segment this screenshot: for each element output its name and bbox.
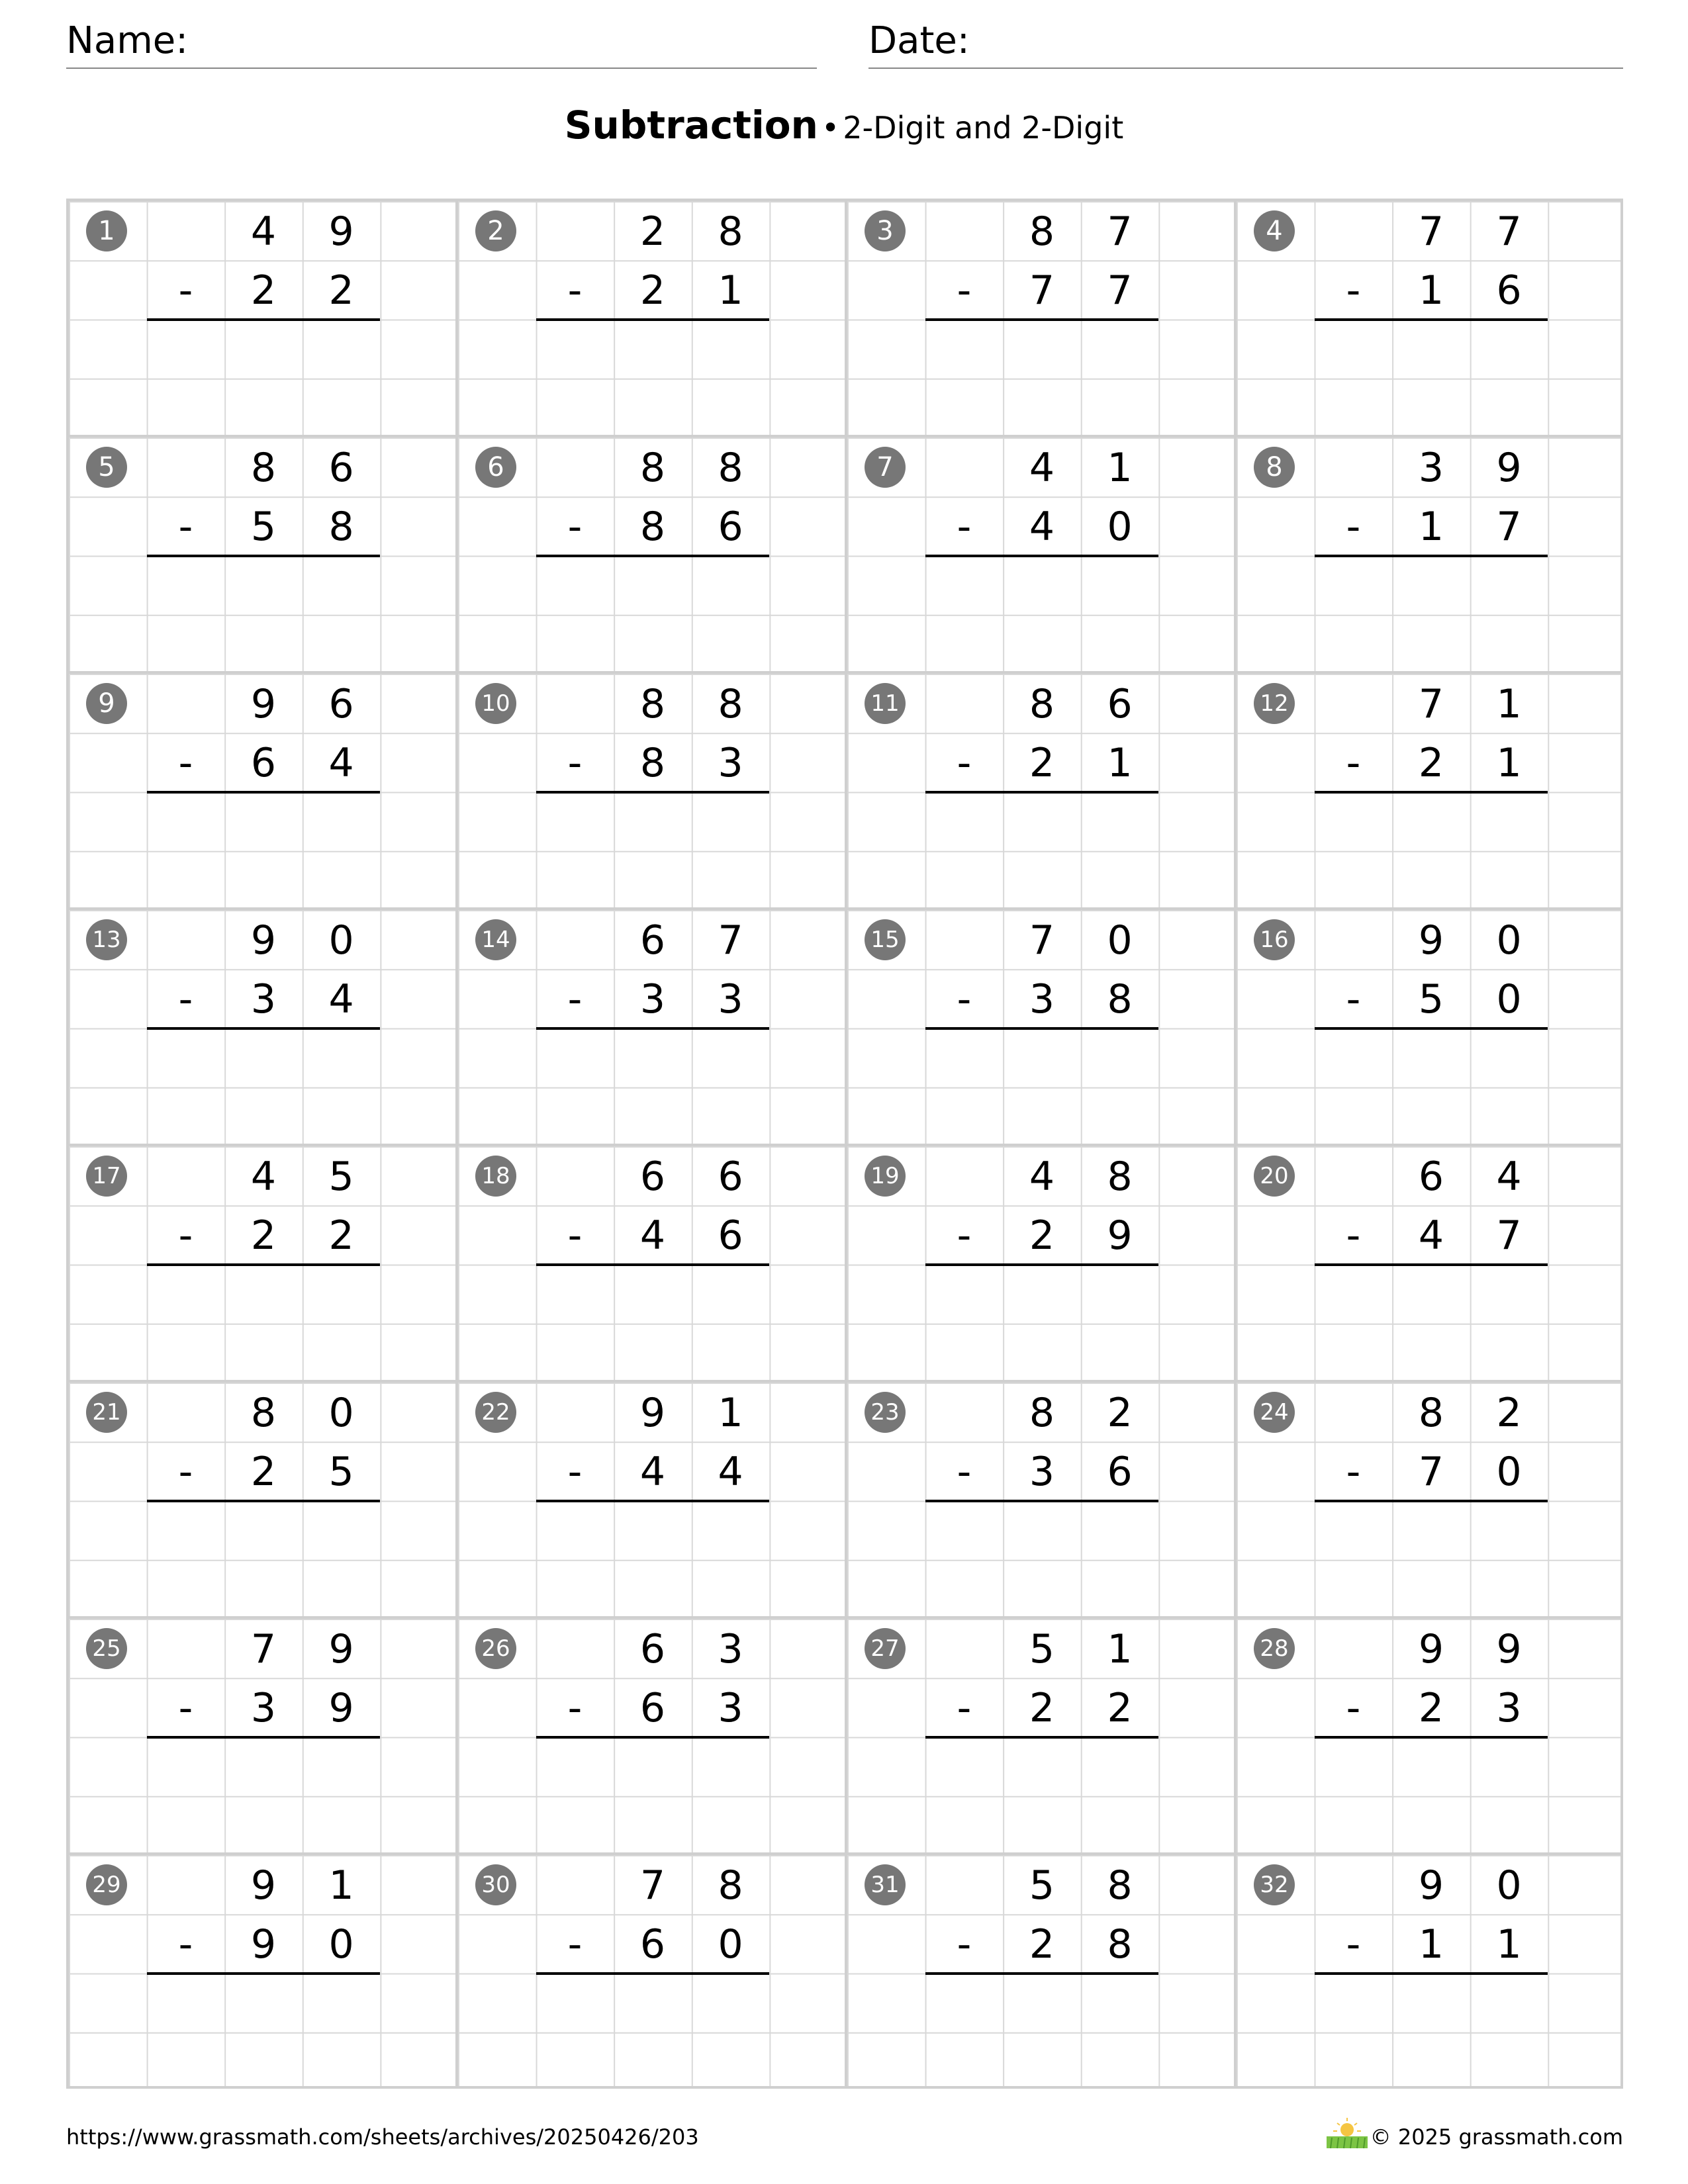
answer-line <box>536 1972 770 1975</box>
problem-number-badge: 29 <box>86 1864 127 1905</box>
subtrahend-ones-digit: 2 <box>328 267 354 314</box>
minuend-ones-digit: 1 <box>1107 1626 1133 1672</box>
answer-line <box>147 1027 381 1030</box>
minuend-tens-digit: 6 <box>1418 1154 1444 1200</box>
subtrahend-ones-digit: 0 <box>1496 1449 1522 1496</box>
problem-23 <box>847 1383 1237 1619</box>
minuend-ones-digit: 6 <box>718 1154 743 1200</box>
subtrahend-tens-digit: 4 <box>639 1212 666 1259</box>
subtrahend-ones-digit: 7 <box>1496 1212 1522 1259</box>
subtrahend-ones-digit: 3 <box>718 976 743 1023</box>
answer-line <box>1315 318 1548 321</box>
problem-31 <box>847 1855 1237 2091</box>
minuend-tens-digit: 7 <box>250 1626 277 1672</box>
problem-number-badge: 11 <box>865 683 906 724</box>
minuend-tens-digit: 8 <box>1029 208 1055 255</box>
problem-number-badge: 7 <box>865 447 906 488</box>
subtrahend-tens-digit: 6 <box>639 1921 666 1968</box>
answer-line <box>536 555 770 557</box>
problem-number-badge: 3 <box>865 210 906 251</box>
problem-number-badge: 31 <box>865 1864 906 1905</box>
answer-line <box>1315 1736 1548 1739</box>
answer-line <box>1315 791 1548 794</box>
subtrahend-ones-digit: 7 <box>1107 267 1133 314</box>
subtrahend-tens-digit: 2 <box>250 1212 277 1259</box>
answer-line <box>536 1736 770 1739</box>
problem-9 <box>69 674 458 910</box>
problem-18 <box>458 1146 847 1383</box>
minuend-ones-digit: 7 <box>1496 208 1522 255</box>
minuend-ones-digit: 1 <box>1107 445 1133 491</box>
problem-22 <box>458 1383 847 1619</box>
minus-sign: - <box>178 1921 193 1968</box>
minus-sign: - <box>1346 1449 1361 1496</box>
subtrahend-tens-digit: 3 <box>639 976 666 1023</box>
problem-number-badge: 17 <box>86 1156 127 1197</box>
subtrahend-ones-digit: 0 <box>1496 976 1522 1023</box>
answer-line <box>925 791 1159 794</box>
answer-line <box>1315 1972 1548 1975</box>
answer-line <box>925 1500 1159 1502</box>
problem-number-badge: 20 <box>1254 1156 1295 1197</box>
answer-line <box>147 1500 381 1502</box>
answer-line <box>925 1027 1159 1030</box>
problem-14 <box>458 910 847 1146</box>
minuend-ones-digit: 9 <box>1496 445 1522 491</box>
minuend-ones-digit: 5 <box>328 1154 354 1200</box>
minuend-tens-digit: 6 <box>639 1154 666 1200</box>
minuend-ones-digit: 9 <box>328 1626 354 1672</box>
minuend-tens-digit: 9 <box>250 917 277 964</box>
answer-line <box>147 791 381 794</box>
subtrahend-ones-digit: 1 <box>1107 740 1133 787</box>
minuend-tens-digit: 2 <box>639 208 666 255</box>
subtrahend-tens-digit: 2 <box>1418 740 1444 787</box>
problem-30 <box>458 1855 847 2091</box>
minuend-tens-digit: 8 <box>639 445 666 491</box>
subtrahend-tens-digit: 2 <box>1029 1212 1055 1259</box>
name-label: Name: <box>66 19 189 62</box>
problem-number-badge: 9 <box>86 683 127 724</box>
date-label: Date: <box>868 19 970 62</box>
problem-21 <box>69 1383 458 1619</box>
subtrahend-ones-digit: 7 <box>1496 504 1522 551</box>
minuend-tens-digit: 9 <box>1418 1862 1444 1909</box>
problem-19 <box>847 1146 1237 1383</box>
title-sub: 2-Digit and 2-Digit <box>843 110 1124 146</box>
minus-sign: - <box>178 504 193 551</box>
minuend-tens-digit: 3 <box>1418 445 1444 491</box>
minus-sign: - <box>957 740 972 787</box>
minuend-ones-digit: 9 <box>1496 1626 1522 1672</box>
minuend-tens-digit: 7 <box>1029 917 1055 964</box>
minuend-tens-digit: 7 <box>1418 681 1444 727</box>
minus-sign: - <box>957 267 972 314</box>
answer-line <box>147 1972 381 1975</box>
problem-25 <box>69 1619 458 1855</box>
minuend-tens-digit: 8 <box>639 681 666 727</box>
name-field <box>66 20 817 69</box>
problem-number-badge: 26 <box>475 1628 516 1669</box>
problem-number-badge: 6 <box>475 447 516 488</box>
minuend-ones-digit: 0 <box>328 917 354 964</box>
subtrahend-tens-digit: 2 <box>1029 1685 1055 1732</box>
minuend-tens-digit: 9 <box>639 1390 666 1436</box>
footer-copyright: © 2025 grassmath.com <box>1370 2124 1623 2150</box>
problem-number-badge: 24 <box>1254 1392 1295 1433</box>
problem-number-badge: 19 <box>865 1156 906 1197</box>
minuend-ones-digit: 0 <box>1107 917 1133 964</box>
problem-1 <box>69 201 458 437</box>
problem-15 <box>847 910 1237 1146</box>
answer-line <box>1315 555 1548 557</box>
problem-20 <box>1237 1146 1626 1383</box>
minuend-ones-digit: 2 <box>1107 1390 1133 1436</box>
problem-29 <box>69 1855 458 2091</box>
problem-number-badge: 10 <box>475 683 516 724</box>
answer-line <box>536 1500 770 1502</box>
subtrahend-tens-digit: 4 <box>1029 504 1055 551</box>
subtrahend-ones-digit: 9 <box>1107 1212 1133 1259</box>
minus-sign: - <box>1346 740 1361 787</box>
minuend-ones-digit: 2 <box>1496 1390 1522 1436</box>
answer-line <box>147 1736 381 1739</box>
answer-line <box>925 318 1159 321</box>
problem-number-badge: 8 <box>1254 447 1295 488</box>
problem-number-badge: 2 <box>475 210 516 251</box>
subtrahend-tens-digit: 1 <box>1418 267 1444 314</box>
minuend-ones-digit: 4 <box>1496 1154 1522 1200</box>
problem-number-badge: 22 <box>475 1392 516 1433</box>
footer-url: https://www.grassmath.com/sheets/archives/20250426/203 <box>66 2124 699 2150</box>
minuend-tens-digit: 8 <box>1029 681 1055 727</box>
answer-line <box>925 555 1159 557</box>
title-separator: • <box>821 110 840 146</box>
problem-6 <box>458 437 847 674</box>
subtrahend-tens-digit: 4 <box>1418 1212 1444 1259</box>
problem-13 <box>69 910 458 1146</box>
subtrahend-ones-digit: 4 <box>328 976 354 1023</box>
minuend-tens-digit: 9 <box>1418 917 1444 964</box>
minuend-tens-digit: 4 <box>1029 1154 1055 1200</box>
name-line <box>66 68 817 69</box>
subtrahend-ones-digit: 1 <box>718 267 743 314</box>
minuend-tens-digit: 8 <box>1029 1390 1055 1436</box>
title-main: Subtraction <box>564 103 818 148</box>
subtrahend-ones-digit: 9 <box>328 1685 354 1732</box>
problem-28 <box>1237 1619 1626 1855</box>
answer-line <box>1315 1027 1548 1030</box>
problem-12 <box>1237 674 1626 910</box>
problem-32 <box>1237 1855 1626 2091</box>
subtrahend-tens-digit: 2 <box>1029 1921 1055 1968</box>
answer-line <box>536 318 770 321</box>
minuend-ones-digit: 8 <box>718 681 743 727</box>
minuend-tens-digit: 8 <box>250 445 277 491</box>
minuend-tens-digit: 6 <box>639 1626 666 1672</box>
subtrahend-ones-digit: 8 <box>328 504 354 551</box>
grass-sun-logo-icon <box>1324 2115 1370 2150</box>
problem-3 <box>847 201 1237 437</box>
minus-sign: - <box>567 740 583 787</box>
date-line <box>868 68 1623 69</box>
problem-24 <box>1237 1383 1626 1619</box>
minuend-tens-digit: 9 <box>250 681 277 727</box>
minus-sign: - <box>178 1449 193 1496</box>
subtrahend-tens-digit: 3 <box>250 976 277 1023</box>
subtrahend-tens-digit: 3 <box>250 1685 277 1732</box>
minuend-ones-digit: 7 <box>718 917 743 964</box>
minus-sign: - <box>1346 976 1361 1023</box>
problem-number-badge: 23 <box>865 1392 906 1433</box>
subtrahend-ones-digit: 1 <box>1496 740 1522 787</box>
problem-16 <box>1237 910 1626 1146</box>
problem-5 <box>69 437 458 674</box>
subtrahend-tens-digit: 9 <box>250 1921 277 1968</box>
subtrahend-ones-digit: 6 <box>718 1212 743 1259</box>
minuend-ones-digit: 0 <box>1496 917 1522 964</box>
problem-number-badge: 13 <box>86 919 127 960</box>
minuend-ones-digit: 8 <box>718 1862 743 1909</box>
minuend-ones-digit: 8 <box>1107 1154 1133 1200</box>
minus-sign: - <box>1346 1921 1361 1968</box>
minus-sign: - <box>567 1212 583 1259</box>
problem-number-badge: 28 <box>1254 1628 1295 1669</box>
answer-line <box>147 318 381 321</box>
minus-sign: - <box>567 1449 583 1496</box>
subtrahend-ones-digit: 0 <box>328 1921 354 1968</box>
answer-line <box>925 1263 1159 1266</box>
subtrahend-ones-digit: 8 <box>1107 1921 1133 1968</box>
subtrahend-ones-digit: 1 <box>1496 1921 1522 1968</box>
subtrahend-tens-digit: 7 <box>1418 1449 1444 1496</box>
subtrahend-ones-digit: 3 <box>718 740 743 787</box>
subtrahend-ones-digit: 0 <box>718 1921 743 1968</box>
minus-sign: - <box>957 1921 972 1968</box>
subtrahend-tens-digit: 2 <box>639 267 666 314</box>
minuend-ones-digit: 6 <box>328 445 354 491</box>
subtrahend-tens-digit: 2 <box>250 267 277 314</box>
subtrahend-tens-digit: 1 <box>1418 504 1444 551</box>
minus-sign: - <box>957 1449 972 1496</box>
problem-10 <box>458 674 847 910</box>
minuend-ones-digit: 1 <box>718 1390 743 1436</box>
minuend-ones-digit: 1 <box>328 1862 354 1909</box>
minus-sign: - <box>178 267 193 314</box>
answer-line <box>536 1027 770 1030</box>
problem-number-badge: 32 <box>1254 1864 1295 1905</box>
minuend-ones-digit: 1 <box>1496 681 1522 727</box>
subtrahend-tens-digit: 7 <box>1029 267 1055 314</box>
subtrahend-tens-digit: 3 <box>1029 1449 1055 1496</box>
subtrahend-tens-digit: 8 <box>639 504 666 551</box>
subtrahend-tens-digit: 2 <box>250 1449 277 1496</box>
problem-number-badge: 5 <box>86 447 127 488</box>
minus-sign: - <box>567 267 583 314</box>
subtrahend-ones-digit: 6 <box>718 504 743 551</box>
problem-4 <box>1237 201 1626 437</box>
problem-number-badge: 12 <box>1254 683 1295 724</box>
problem-number-badge: 4 <box>1254 210 1295 251</box>
subtrahend-ones-digit: 2 <box>328 1212 354 1259</box>
subtrahend-tens-digit: 1 <box>1418 1921 1444 1968</box>
problem-number-badge: 15 <box>865 919 906 960</box>
minuend-tens-digit: 5 <box>1029 1626 1055 1672</box>
subtrahend-ones-digit: 6 <box>1107 1449 1133 1496</box>
minuend-tens-digit: 5 <box>1029 1862 1055 1909</box>
subtrahend-ones-digit: 4 <box>328 740 354 787</box>
subtrahend-ones-digit: 4 <box>718 1449 743 1496</box>
problem-number-badge: 27 <box>865 1628 906 1669</box>
subtrahend-ones-digit: 3 <box>718 1685 743 1732</box>
problem-number-badge: 21 <box>86 1392 127 1433</box>
date-field <box>868 20 1623 69</box>
minuend-ones-digit: 6 <box>328 681 354 727</box>
subtrahend-tens-digit: 4 <box>639 1449 666 1496</box>
subtrahend-tens-digit: 3 <box>1029 976 1055 1023</box>
problem-number-badge: 25 <box>86 1628 127 1669</box>
subtrahend-tens-digit: 6 <box>250 740 277 787</box>
problem-number-badge: 14 <box>475 919 516 960</box>
minuend-tens-digit: 8 <box>250 1390 277 1436</box>
subtrahend-ones-digit: 5 <box>328 1449 354 1496</box>
subtrahend-tens-digit: 2 <box>1029 740 1055 787</box>
subtrahend-tens-digit: 5 <box>250 504 277 551</box>
minus-sign: - <box>178 740 193 787</box>
answer-line <box>147 1263 381 1266</box>
problem-8 <box>1237 437 1626 674</box>
minuend-tens-digit: 4 <box>250 1154 277 1200</box>
subtrahend-tens-digit: 8 <box>639 740 666 787</box>
answer-line <box>925 1972 1159 1975</box>
minuend-ones-digit: 0 <box>328 1390 354 1436</box>
answer-line <box>147 555 381 557</box>
problem-number-badge: 30 <box>475 1864 516 1905</box>
minuend-ones-digit: 8 <box>718 445 743 491</box>
minuend-tens-digit: 6 <box>639 917 666 964</box>
answer-line <box>536 791 770 794</box>
worksheet-title <box>0 103 1688 148</box>
minus-sign: - <box>178 1685 193 1732</box>
minus-sign: - <box>1346 504 1361 551</box>
answer-line <box>925 1736 1159 1739</box>
problem-27 <box>847 1619 1237 1855</box>
minuend-tens-digit: 7 <box>1418 208 1444 255</box>
minuend-ones-digit: 7 <box>1107 208 1133 255</box>
subtrahend-ones-digit: 0 <box>1107 504 1133 551</box>
problem-number-badge: 1 <box>86 210 127 251</box>
subtrahend-ones-digit: 8 <box>1107 976 1133 1023</box>
answer-line <box>536 1263 770 1266</box>
subtrahend-tens-digit: 2 <box>1418 1685 1444 1732</box>
problem-26 <box>458 1619 847 1855</box>
minus-sign: - <box>957 1685 972 1732</box>
minus-sign: - <box>567 1685 583 1732</box>
subtrahend-ones-digit: 6 <box>1496 267 1522 314</box>
minuend-ones-digit: 8 <box>1107 1862 1133 1909</box>
minuend-ones-digit: 6 <box>1107 681 1133 727</box>
problem-7 <box>847 437 1237 674</box>
minus-sign: - <box>1346 1212 1361 1259</box>
minus-sign: - <box>178 1212 193 1259</box>
minus-sign: - <box>957 504 972 551</box>
minuend-ones-digit: 8 <box>718 208 743 255</box>
subtrahend-tens-digit: 5 <box>1418 976 1444 1023</box>
problem-grid <box>66 199 1623 2089</box>
minus-sign: - <box>567 976 583 1023</box>
minuend-tens-digit: 9 <box>250 1862 277 1909</box>
minuend-tens-digit: 4 <box>1029 445 1055 491</box>
subtrahend-tens-digit: 6 <box>639 1685 666 1732</box>
problem-17 <box>69 1146 458 1383</box>
minus-sign: - <box>178 976 193 1023</box>
minuend-ones-digit: 9 <box>328 208 354 255</box>
subtrahend-ones-digit: 3 <box>1496 1685 1522 1732</box>
answer-line <box>1315 1263 1548 1266</box>
minus-sign: - <box>1346 1685 1361 1732</box>
minuend-ones-digit: 0 <box>1496 1862 1522 1909</box>
minus-sign: - <box>567 504 583 551</box>
minus-sign: - <box>1346 267 1361 314</box>
minuend-tens-digit: 8 <box>1418 1390 1444 1436</box>
minuend-tens-digit: 7 <box>639 1862 666 1909</box>
subtrahend-ones-digit: 2 <box>1107 1685 1133 1732</box>
problem-2 <box>458 201 847 437</box>
answer-line <box>1315 1500 1548 1502</box>
minuend-ones-digit: 3 <box>718 1626 743 1672</box>
minuend-tens-digit: 4 <box>250 208 277 255</box>
problem-number-badge: 16 <box>1254 919 1295 960</box>
minus-sign: - <box>957 1212 972 1259</box>
minus-sign: - <box>957 976 972 1023</box>
minus-sign: - <box>567 1921 583 1968</box>
problem-number-badge: 18 <box>475 1156 516 1197</box>
problem-11 <box>847 674 1237 910</box>
minuend-tens-digit: 9 <box>1418 1626 1444 1672</box>
